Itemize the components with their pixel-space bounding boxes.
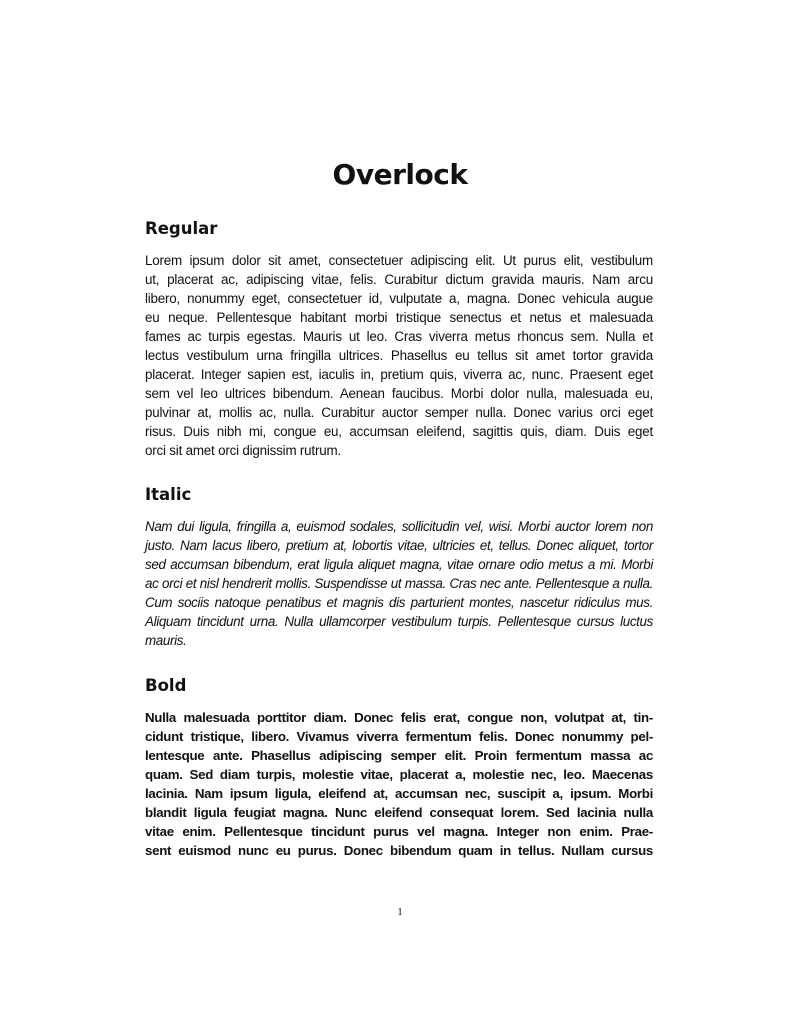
text-line: libero, nonummy eget, consectetuer id, vulputate a, magna. Donec vehicula augue <box>145 291 653 306</box>
text-line: sem vel leo ultrices bibendum. Aenean faucibus. Morbi dolor nulla, malesuada eu, <box>145 386 653 401</box>
text-line: eu neque. Pellentesque habitant morbi tristique senectus et netus et malesuada <box>145 310 653 325</box>
text-line: ut, placerat ac, adipiscing vitae, felis. Curabitur dictum gravida mauris. Nam arcu <box>145 272 653 287</box>
text-line: blandit ligula feugiat magna. Nunc eleifend consequat lorem. Sed lacinia nulla <box>145 805 653 820</box>
text-line: vitae enim. Pellentesque tincidunt purus vel magna. Integer non enim. Prae- <box>145 824 653 839</box>
text-line: Aliquam tincidunt urna. Nulla ullamcorper vestibulum turpis. Pellentesque cursus luctus <box>145 614 653 629</box>
text-line: fames ac turpis egestas. Mauris ut leo. Cras viverra metus rhoncus sem. Nulla et <box>145 329 653 344</box>
text-line: orci sit amet orci dignissim rutrum. <box>145 443 341 458</box>
section-heading-bold: Bold <box>145 676 187 695</box>
page-number: 1 <box>397 906 403 918</box>
text-line: pulvinar at, mollis ac, nulla. Curabitur auctor semper nulla. Donec varius orci eget <box>145 405 653 420</box>
text-line: Nulla malesuada porttitor diam. Donec felis erat, congue non, volutpat at, tin- <box>145 710 653 725</box>
text-line: ac orci et nisl hendrerit mollis. Suspendisse ut massa. Cras nec ante. Pellentesque a nulla. <box>145 576 653 591</box>
text-line: quam. Sed diam turpis, molestie vitae, placerat a, molestie nec, leo. Maecenas <box>145 767 653 782</box>
text-line: lectus vestibulum urna fringilla ultrices. Phasellus eu tellus sit amet tortor gravida <box>145 348 653 363</box>
paragraph-italic <box>145 517 653 650</box>
text-line: sent euismod nunc eu purus. Donec bibendum quam in tellus. Nullam cursus <box>145 843 653 858</box>
paragraph-regular <box>145 251 653 460</box>
text-line: risus. Duis nibh mi, congue eu, accumsan eleifend, sagittis quis, diam. Duis eget <box>145 424 653 439</box>
paragraph-bold <box>145 708 653 860</box>
text-line: lacinia. Nam ipsum ligula, eleifend at, accumsan nec, suscipit a, ipsum. Morbi <box>145 786 653 801</box>
text-line: justo. Nam lacus libero, pretium at, lobortis vitae, ultricies et, tellus. Donec aliquet, tortor <box>145 538 653 553</box>
text-line: Lorem ipsum dolor sit amet, consectetuer adipiscing elit. Ut purus elit, vestibulum <box>145 253 653 268</box>
text-line: sed accumsan bibendum, erat ligula aliquet magna, vitae ornare odio metus a mi. Morbi <box>145 557 653 572</box>
text-line: Cum sociis natoque penatibus et magnis dis parturient montes, nascetur ridiculus mus. <box>145 595 653 610</box>
text-line: mauris. <box>145 633 187 648</box>
text-line: Nam dui ligula, fringilla a, euismod sodales, sollicitudin vel, wisi. Morbi auctor lorem non <box>145 519 653 534</box>
section-heading-italic: Italic <box>145 485 192 504</box>
text-line: cidunt tristique, libero. Vivamus viverra fermentum felis. Donec nonummy pel- <box>145 729 653 744</box>
text-line: placerat. Integer sapien est, iaculis in, pretium quis, viverra ac, nunc. Praesent eget <box>145 367 653 382</box>
document-title: Overlock <box>332 158 468 191</box>
text-line: lentesque ante. Phasellus adipiscing semper elit. Proin fermentum massa ac <box>145 748 653 763</box>
section-heading-regular: Regular <box>145 219 218 238</box>
